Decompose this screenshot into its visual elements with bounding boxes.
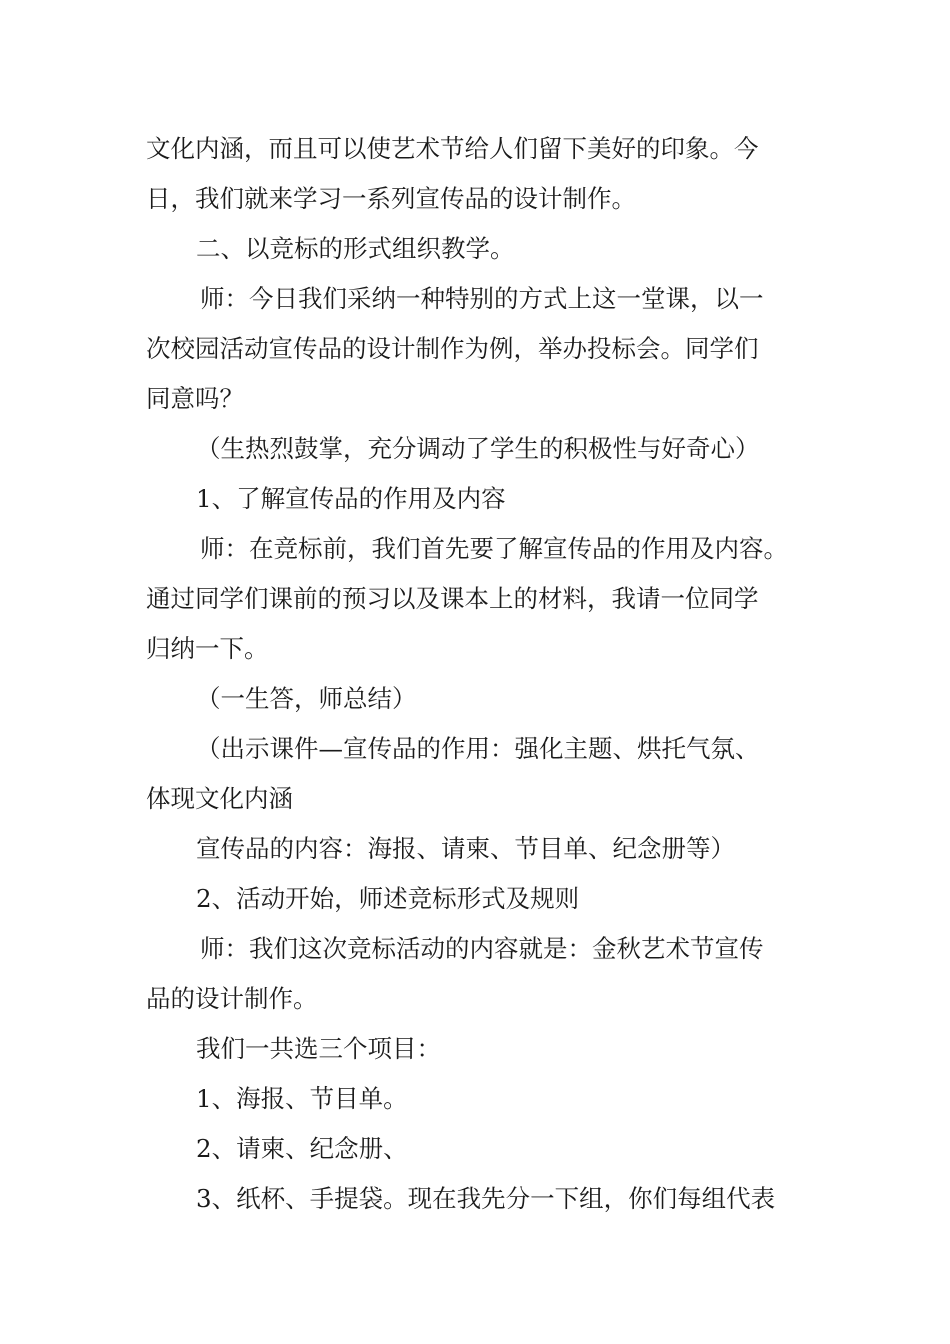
text-line: 体现文化内涵 [146, 784, 293, 813]
text-line: 我们一共选三个项目： [196, 1034, 441, 1063]
text-line: 师：在竞标前，我们首先要了解宣传品的作用及内容。 [200, 534, 788, 563]
text-line: 2、活动开始，师述竞标形式及规则 [196, 884, 580, 913]
text-line: 2、请柬、纪念册、 [196, 1134, 408, 1163]
text-line: （出示课件—宣传品的作用：强化主题、烘托气氛、 [196, 734, 760, 763]
text-line: 1、了解宣传品的作用及内容 [196, 484, 506, 513]
text-line: （生热烈鼓掌，充分调动了学生的积极性与好奇心） [196, 434, 760, 463]
text-line: 3、纸杯、手提袋。现在我先分一下组，你们每组代表 [196, 1184, 776, 1213]
text-line: 师：我们这次竞标活动的内容就是：金秋艺术节宣传 [200, 934, 764, 963]
text-line: 次校园活动宣传品的设计制作为例，举办投标会。同学们 [146, 334, 759, 363]
text-line: 文化内涵，而且可以使艺术节给人们留下美好的印象。今 [146, 134, 759, 163]
text-line: 通过同学们课前的预习以及课本上的材料，我请一位同学 [146, 584, 759, 613]
text-line: 日，我们就来学习一系列宣传品的设计制作。 [146, 184, 636, 213]
text-line: 1、海报、节目单。 [196, 1084, 408, 1113]
text-line: 同意吗？ [146, 384, 244, 413]
text-line: 宣传品的内容：海报、请柬、节目单、纪念册等） [196, 834, 735, 863]
text-line: 归纳一下。 [146, 634, 269, 663]
text-line: 师：今日我们采纳一种特别的方式上这一堂课，以一 [200, 284, 764, 313]
text-line: 品的设计制作。 [146, 984, 318, 1013]
text-line: （一生答，师总结） [196, 684, 417, 713]
text-line: 二、以竞标的形式组织教学。 [196, 234, 515, 263]
